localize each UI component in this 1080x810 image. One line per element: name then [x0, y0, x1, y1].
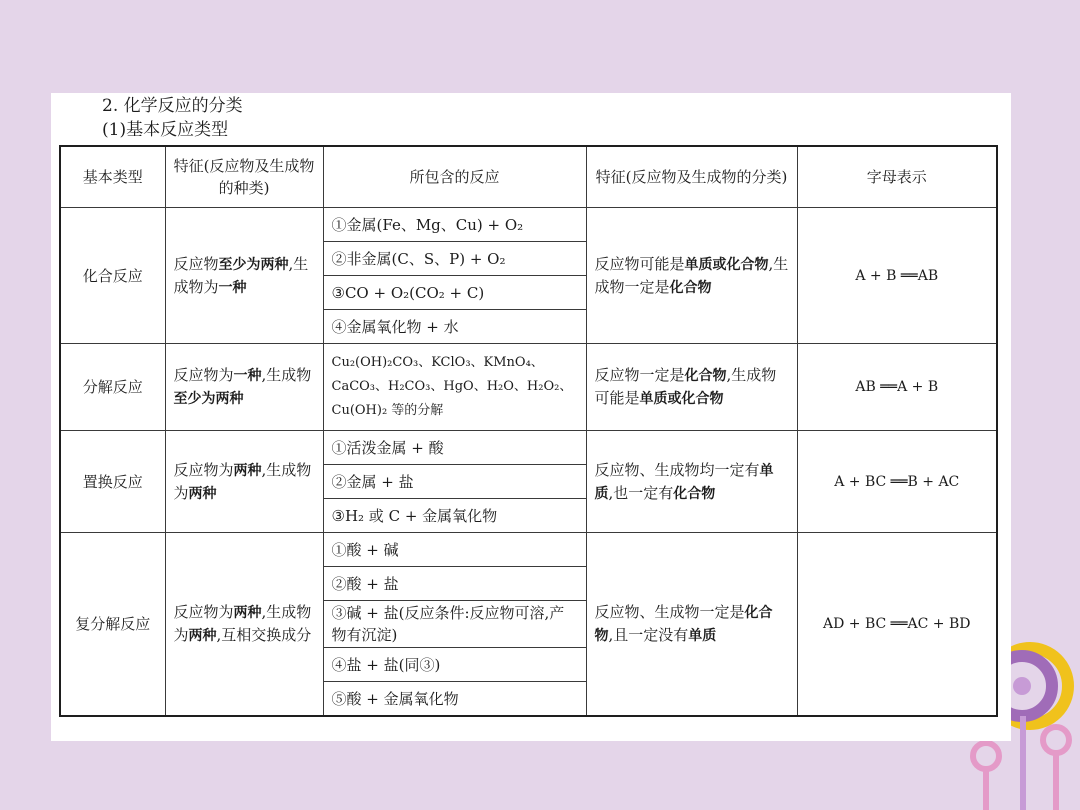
reaction-types-table — [59, 145, 998, 717]
table-row — [60, 431, 997, 465]
formula-cell: A + BC ══B + AC — [797, 431, 997, 533]
formula-cell: A + B ══AB — [797, 208, 997, 344]
class-cell: 反应物、生成物一定是化合物,且一定没有单质 — [586, 533, 797, 717]
feature-cell: 反应物至少为两种,生成物为一种 — [165, 208, 323, 344]
header-cell: 字母表示 — [797, 146, 997, 208]
header-cell: 特征(反应物及生成物的分类) — [586, 146, 797, 208]
reaction-item: ③CO + O₂(CO₂ + C) — [323, 276, 586, 310]
type-cell: 置换反应 — [60, 431, 165, 533]
content-sheet — [51, 93, 1011, 741]
section-heading: 2. 化学反应的分类 — [102, 96, 243, 116]
type-cell: 复分解反应 — [60, 533, 165, 717]
class-cell: 反应物、生成物均一定有单质,也一定有化合物 — [586, 431, 797, 533]
formula-cell: AD + BC ══AC + BD — [797, 533, 997, 717]
class-cell: 反应物一定是化合物,生成物可能是单质或化合物 — [586, 344, 797, 431]
header-cell: 基本类型 — [60, 146, 165, 208]
table-header-row — [60, 146, 997, 208]
feature-cell: 反应物为一种,生成物至少为两种 — [165, 344, 323, 431]
feature-cell: 反应物为两种,生成物为两种 — [165, 431, 323, 533]
table-row — [60, 344, 997, 431]
reaction-item: ⑤酸 + 金属氧化物 — [323, 682, 586, 717]
header-cell: 所包含的反应 — [323, 146, 586, 208]
reaction-item: ④盐 + 盐(同③) — [323, 648, 586, 682]
reaction-item: ②酸 + 盐 — [323, 567, 586, 601]
type-cell: 化合反应 — [60, 208, 165, 344]
class-cell: 反应物可能是单质或化合物,生成物一定是化合物 — [586, 208, 797, 344]
reaction-item: ①金属(Fe、Mg、Cu) + O₂ — [323, 208, 586, 242]
reaction-item: ④金属氧化物 + 水 — [323, 310, 586, 344]
reaction-item: ①酸 + 碱 — [323, 533, 586, 567]
reaction-item: Cu₂(OH)₂CO₃、KClO₃、KMnO₄、CaCO₃、H₂CO₃、HgO、H₂O、H₂O₂、Cu(OH)₂ 等的分解 — [323, 344, 586, 431]
reaction-item: ②金属 + 盐 — [323, 465, 586, 499]
feature-cell: 反应物为两种,生成物为两种,互相交换成分 — [165, 533, 323, 717]
type-cell: 分解反应 — [60, 344, 165, 431]
reaction-item: ③碱 + 盐(反应条件:反应物可溶,产物有沉淀) — [323, 601, 586, 648]
table-row — [60, 533, 997, 567]
reaction-item: ②非金属(C、S、P) + O₂ — [323, 242, 586, 276]
formula-cell: AB ══A + B — [797, 344, 997, 431]
table-row — [60, 208, 997, 242]
reaction-item: ①活泼金属 + 酸 — [323, 431, 586, 465]
reaction-item: ③H₂ 或 C + 金属氧化物 — [323, 499, 586, 533]
header-cell: 特征(反应物及生成物的种类) — [165, 146, 323, 208]
subsection-heading: (1)基本反应类型 — [102, 120, 229, 140]
